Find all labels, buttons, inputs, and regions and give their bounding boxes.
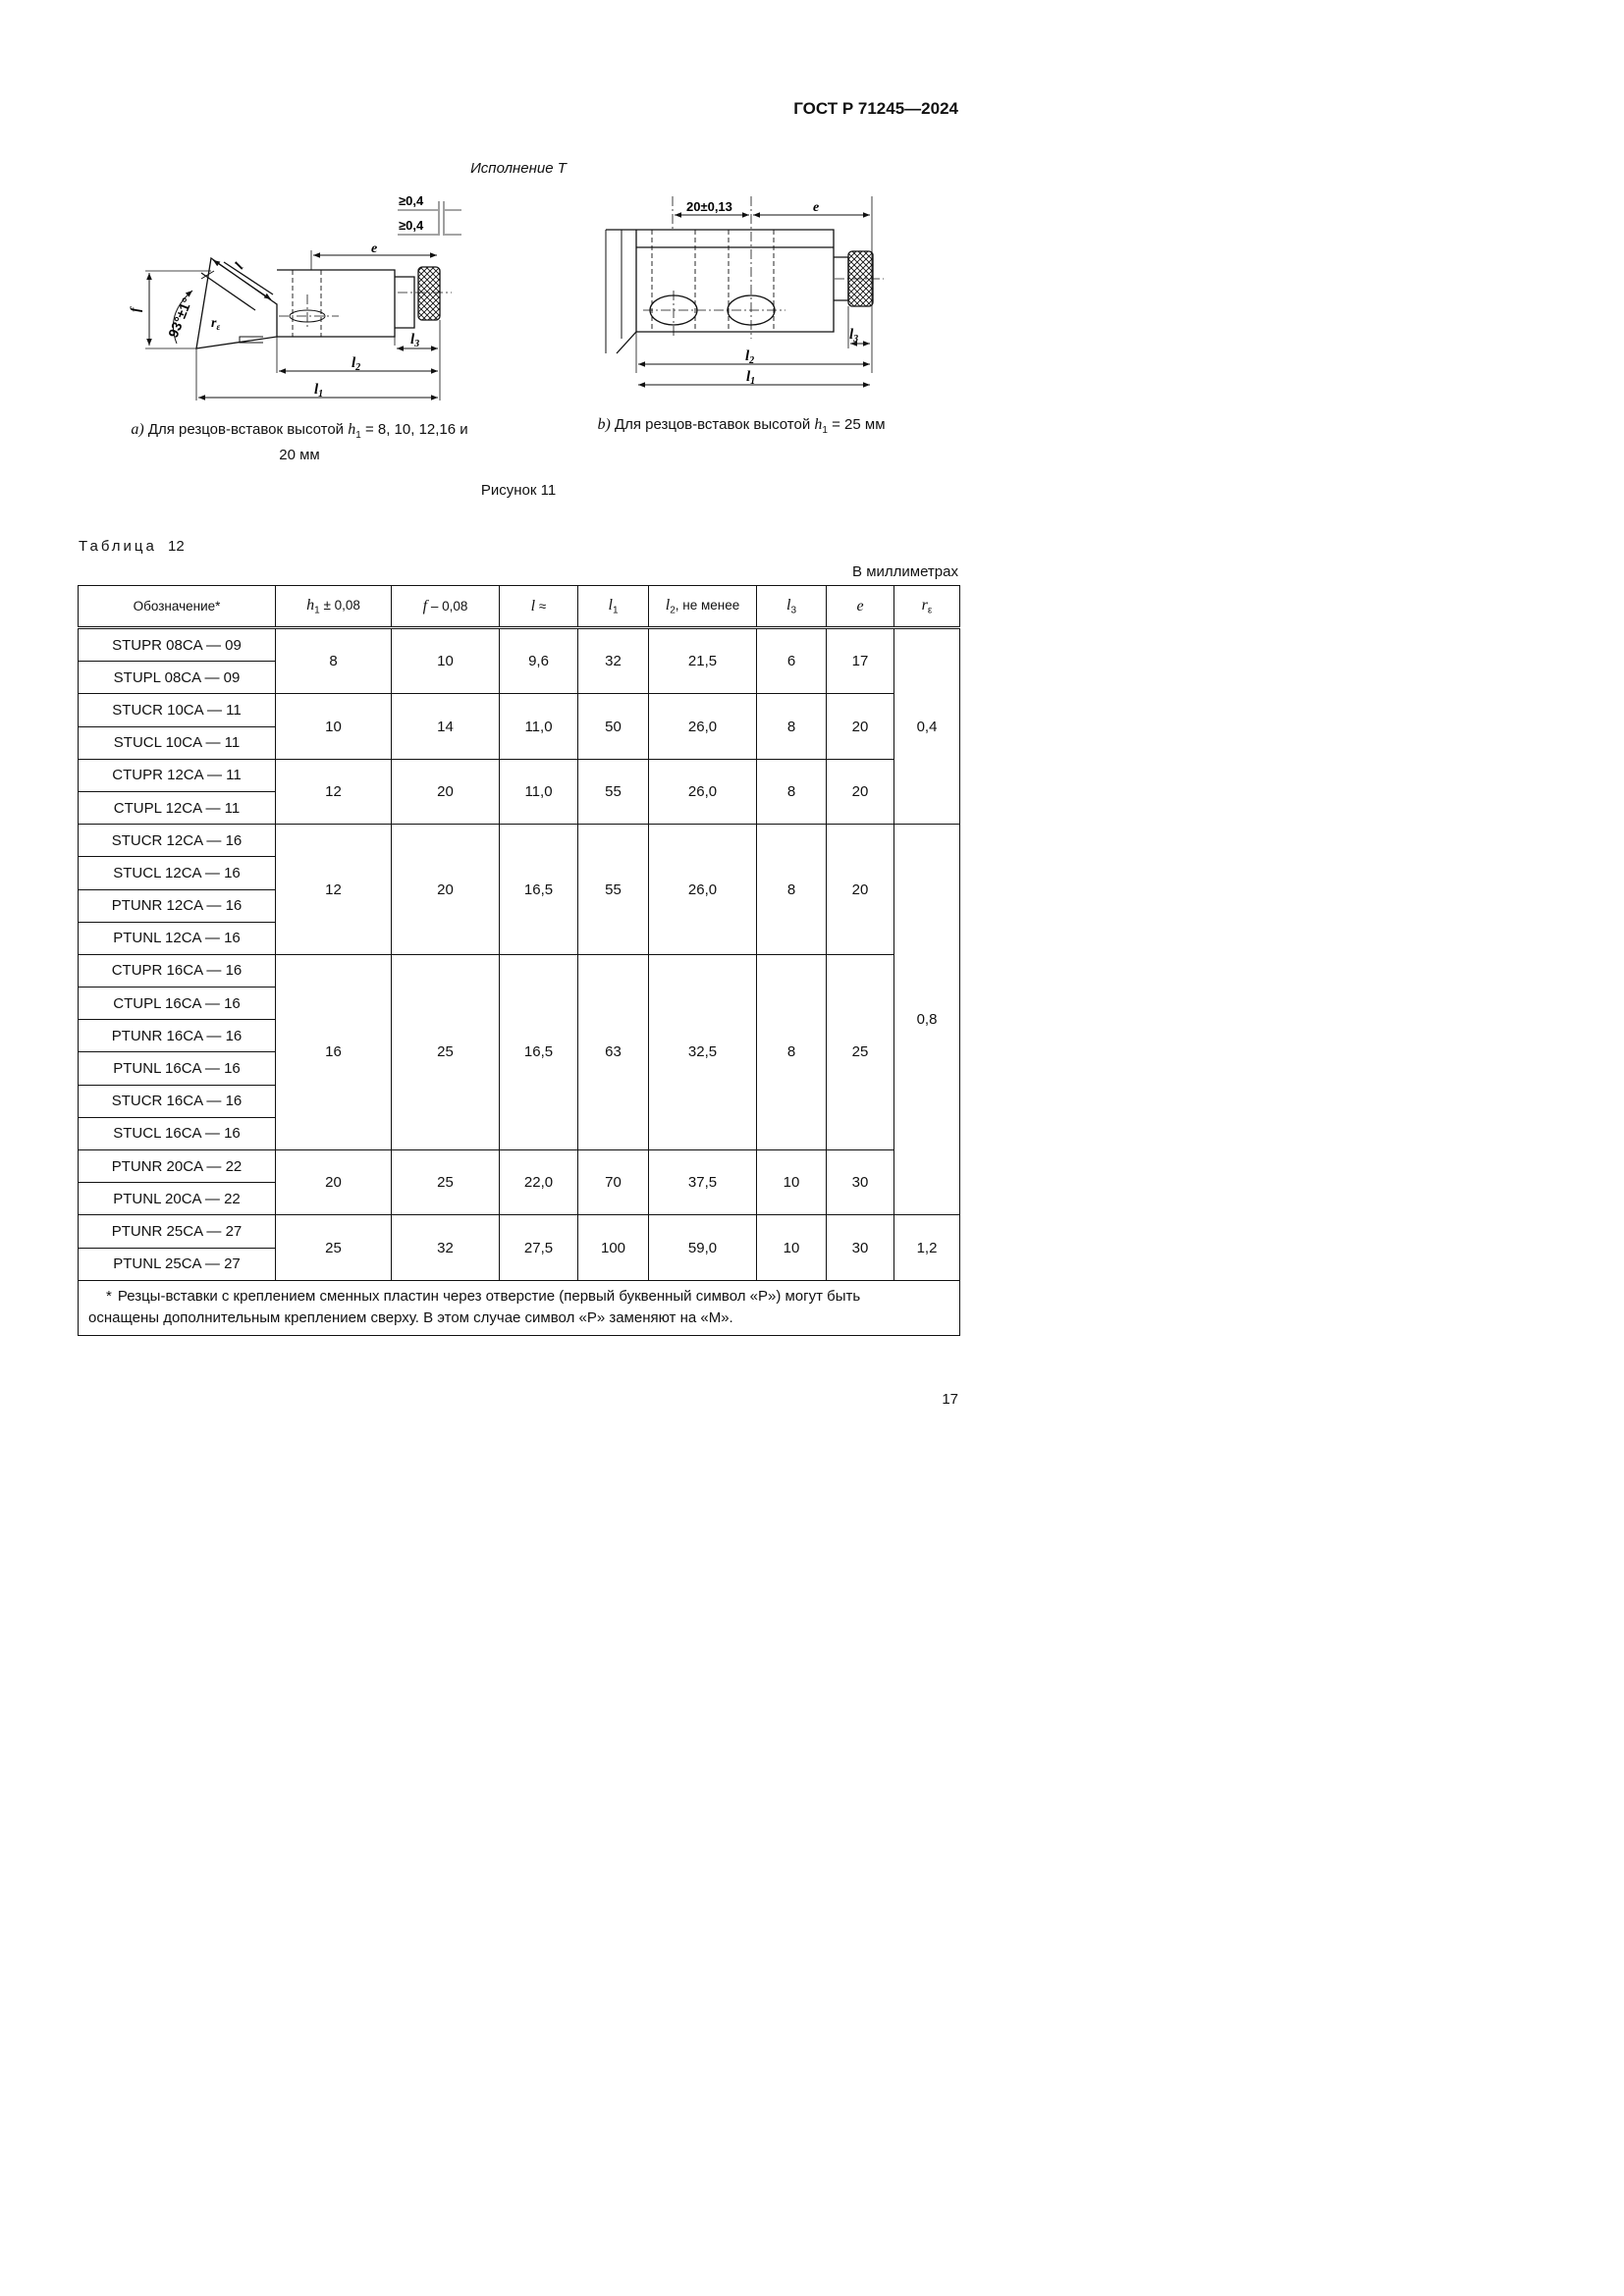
figure-title: Исполнение Т <box>470 160 567 177</box>
l-cell: 27,5 <box>500 1215 578 1280</box>
e-cell: 30 <box>827 1150 894 1215</box>
table-footnote: * Резцы-вставки с креплением сменных пластин через отверстие (первый буквенный символ «P») могут быть оснащены дополнительным креплением сверху. В этом случае символ «P» заменяют на «M». <box>79 1280 960 1335</box>
table-row <box>79 954 960 987</box>
table-footnote-row <box>79 1280 960 1335</box>
h1-cell: 16 <box>276 954 392 1149</box>
f-cell: 25 <box>392 1150 500 1215</box>
r-eps-cell: 1,2 <box>894 1215 960 1280</box>
f-cell: 14 <box>392 694 500 759</box>
header-l2: $l_2$, не менее <box>649 586 757 628</box>
dim-pitch: 20±0,13 <box>686 199 732 214</box>
table-row <box>79 694 960 726</box>
l2-cell: 26,0 <box>649 694 757 759</box>
l3-cell: 6 <box>757 628 827 694</box>
l1-cell: 100 <box>578 1215 649 1280</box>
table-row <box>79 1215 960 1248</box>
l2-cell: 59,0 <box>649 1215 757 1280</box>
header-r-eps: $r_\varepsilon$ <box>894 586 960 628</box>
table-title: Таблица 12 <box>79 538 185 555</box>
table-row <box>79 759 960 791</box>
dim-gap-2: ≥0,4 <box>399 218 424 233</box>
l3-cell: 10 <box>757 1215 827 1280</box>
e-cell: 20 <box>827 694 894 759</box>
designation-cell: PTUNR 12CA — 16 <box>79 889 276 922</box>
l3-cell: 8 <box>757 694 827 759</box>
l-cell: 22,0 <box>500 1150 578 1215</box>
h1-cell: 12 <box>276 759 392 824</box>
header-e: e <box>827 586 894 628</box>
designation-cell: STUCR 12CA — 16 <box>79 825 276 857</box>
e-cell: 17 <box>827 628 894 694</box>
designation-cell: STUCL 16CA — 16 <box>79 1117 276 1149</box>
l-cell: 11,0 <box>500 759 578 824</box>
h1-cell: 10 <box>276 694 392 759</box>
designation-cell: STUCR 10CA — 11 <box>79 694 276 726</box>
dim-l2: $l_2$ <box>352 355 361 373</box>
dim-angle: 93°±1° <box>164 294 195 341</box>
header-l: l ≈ <box>500 586 578 628</box>
table-row <box>79 825 960 857</box>
f-cell: 20 <box>392 825 500 955</box>
designation-cell: PTUNR 25CA — 27 <box>79 1215 276 1248</box>
l2-cell: 37,5 <box>649 1150 757 1215</box>
dim-l3: $l_3$ <box>410 332 420 349</box>
table-row <box>79 628 960 662</box>
dim-l1-b: $l_1$ <box>746 369 756 387</box>
l-cell: 11,0 <box>500 694 578 759</box>
header-l1: $l_1$ <box>578 586 649 628</box>
designation-cell: PTUNR 16CA — 16 <box>79 1020 276 1052</box>
designation-cell: STUPL 08CA — 09 <box>79 662 276 694</box>
r-eps-cell: 0,4 <box>894 628 960 825</box>
dim-r-eps: $r_\varepsilon$ <box>211 316 221 332</box>
designation-cell: PTUNL 12CA — 16 <box>79 922 276 954</box>
designation-cell: STUCL 12CA — 16 <box>79 857 276 889</box>
dim-gap-1: ≥0,4 <box>399 193 424 208</box>
l1-cell: 63 <box>578 954 649 1149</box>
l2-cell: 26,0 <box>649 759 757 824</box>
designation-cell: CTUPL 12CA — 11 <box>79 791 276 824</box>
figure-caption-b: b) Для резцов-вставок высотой $h_1 = 25$ мм <box>597 416 886 436</box>
table-row <box>79 1150 960 1183</box>
dim-l2-b: $l_2$ <box>745 348 755 366</box>
l1-cell: 50 <box>578 694 649 759</box>
designation-cell: CTUPL 16CA — 16 <box>79 988 276 1020</box>
header-designation: Обозначение* <box>79 586 276 628</box>
h1-cell: 12 <box>276 825 392 955</box>
table-units: В миллиметрах <box>852 563 958 580</box>
l2-cell: 21,5 <box>649 628 757 694</box>
h1-cell: 25 <box>276 1215 392 1280</box>
designation-cell: PTUNL 25CA — 27 <box>79 1248 276 1280</box>
header-h1: $h_1 \pm 0,08$ <box>276 586 392 628</box>
e-cell: 20 <box>827 759 894 824</box>
l3-cell: 8 <box>757 825 827 955</box>
h1-cell: 8 <box>276 628 392 694</box>
header-f: f – 0,08 <box>392 586 500 628</box>
r-eps-cell: 0,8 <box>894 825 960 1215</box>
designation-cell: STUPR 08CA — 09 <box>79 628 276 662</box>
l3-cell: 10 <box>757 1150 827 1215</box>
e-cell: 20 <box>827 825 894 955</box>
designation-cell: CTUPR 12CA — 11 <box>79 759 276 791</box>
h1-cell: 20 <box>276 1150 392 1215</box>
document-code: ГОСТ Р 71245—2024 <box>793 99 958 118</box>
designation-cell: STUCL 10CA — 11 <box>79 726 276 759</box>
figure-caption-a: a) Для резцов-вставок высотой $h_1 = 8$, 10, 12,16 и 20 мм <box>131 421 468 463</box>
figure-b-drawing <box>599 191 884 393</box>
l-cell: 16,5 <box>500 825 578 955</box>
figure-label: Рисунок 11 <box>480 482 557 499</box>
f-cell: 25 <box>392 954 500 1149</box>
dim-e-b: e <box>813 200 820 215</box>
l3-cell: 8 <box>757 954 827 1149</box>
l3-cell: 8 <box>757 759 827 824</box>
e-cell: 25 <box>827 954 894 1149</box>
designation-cell: CTUPR 16CA — 16 <box>79 954 276 987</box>
f-cell: 20 <box>392 759 500 824</box>
dim-l3-b: $l_3$ <box>849 327 859 345</box>
dim-e: e <box>371 241 378 256</box>
designation-cell: PTUNR 20CA — 22 <box>79 1150 276 1183</box>
l1-cell: 55 <box>578 825 649 955</box>
dim-f: f <box>129 307 143 312</box>
spec-table <box>78 585 960 1336</box>
dim-l1: $l_1$ <box>314 382 324 400</box>
dim-l: l <box>232 260 247 273</box>
e-cell: 30 <box>827 1215 894 1280</box>
f-cell: 32 <box>392 1215 500 1280</box>
l1-cell: 55 <box>578 759 649 824</box>
designation-cell: PTUNL 16CA — 16 <box>79 1052 276 1085</box>
designation-cell: PTUNL 20CA — 22 <box>79 1183 276 1215</box>
l2-cell: 26,0 <box>649 825 757 955</box>
l2-cell: 32,5 <box>649 954 757 1149</box>
l1-cell: 70 <box>578 1150 649 1215</box>
f-cell: 10 <box>392 628 500 694</box>
l-cell: 16,5 <box>500 954 578 1149</box>
figure-a-drawing <box>128 187 471 407</box>
header-l3: $l_3$ <box>757 586 827 628</box>
table-header-row <box>79 586 960 628</box>
l1-cell: 32 <box>578 628 649 694</box>
designation-cell: STUCR 16CA — 16 <box>79 1085 276 1117</box>
page-number: 17 <box>942 1391 958 1408</box>
l-cell: 9,6 <box>500 628 578 694</box>
